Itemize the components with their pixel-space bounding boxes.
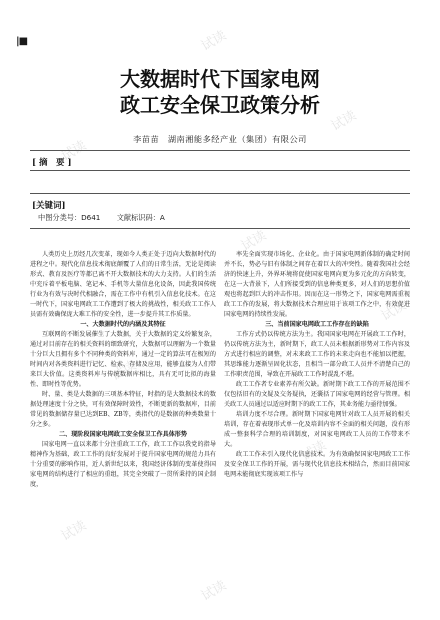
divider [30, 170, 410, 171]
body-column-right [224, 250, 410, 480]
body-paragraph: 政工工作未引入现代化信息技术。为有效确保国家电网政工工作及安全保卫工作的开展，需与现代化信息技术相结合，然而目前国家电网未能彻底实现该项工作与 [224, 451, 410, 478]
watermark: 试读 [108, 358, 140, 385]
section-heading: 一、大数据时代的内涵及其特征 [80, 321, 166, 328]
watermark: 试读 [378, 298, 410, 325]
watermark: 试读 [198, 28, 230, 55]
body-paragraph: 政工工作者专业素养有所欠缺。新时期下政工工作的开展范围不仅包括旧有的文疑及交务疑执，还囊括了国家电网的经营与管理。相关政工人员通过以适应时期下的政工工作，其业务能力亟待加强。 [224, 381, 410, 408]
classification-info [38, 213, 179, 223]
body-paragraph: 培训力度不尽合理。新时期下国家电网针对政工人员开展的相关培训，存在着表现形式单一化及培训内容不全面的相关问题，没有形成一整套科学合理的培训制度，对国家电网政工人员的工作带来不大。 [224, 411, 410, 448]
watermark: 试读 [198, 578, 230, 605]
watermark: 试读 [298, 438, 330, 465]
author-line: 李苗苗 湖南湘能多经产业（集团）有限公司 [133, 134, 307, 144]
watermark: 试读 [328, 108, 360, 135]
body-paragraph: 率先全面实现市场化、企业化。由于国家电网新体制的确定时间并不长，势必与旧有体制之间存在着巨大的冲突性。随着我国社会经济的快速上升，外界环境将促使国家电网向更为多元化的方向转变，在这一大背景下，人们所接受到的信息种类更多，对人们的思想价值观也将起到巨大的冲击作用。因而在这一形势之下，国家电网需重视政工工作的发展，将大数据技术合理应用于该项工作之中，有效促进国家电网的持续性发展。 [224, 251, 410, 318]
divider [30, 228, 410, 229]
body-paragraph: 人类历史上历经几次变革，现如今人类正处于迈向大数据时代的进程之中。现代化信息技术彻底颠覆了人们的日常生活，无论是阅读形式、教育及医疗等都已离不开大数据技术的大力支持。人们的生活中充斥着平板电脑、笔记本、手机等大量信息化设备，因此我国传统行业为有效与决时代相融合，需在工作中有机引入信息化技术。在这一时代下，国家电网政工工作遭到了极大的挑战性，相关政工工作人员需有效确保庞大难工作的安全性，进一步提升其工作质量。 [30, 251, 216, 318]
journal-mark: |■ [16, 36, 28, 47]
document-code: 文献标识码：A [116, 213, 165, 222]
watermark: 试读 [58, 518, 90, 545]
section-heading: 三、当前国家电网政工工作存在的缺陷 [265, 321, 369, 328]
body-paragraph: 工作方式仍以传统方法为主。我国国家电网在开展政工工作时，仍以传统方法为主，新时期下，政工人员未根据新形势对工作内容及方式进行相应的调整，对未来政工工作的未来走向也不能加以把握，其思维能力逐渐呈固化状态，且相当一部分政工人员并不清楚自己的工作职责范围，导致在开展政工工作时混乱不堪。 [224, 331, 410, 378]
watermark: 试读 [238, 228, 270, 255]
keywords-label: [关键词] [32, 201, 66, 211]
body-column-left [30, 250, 216, 490]
watermark: 试读 [58, 138, 90, 165]
classification-number: 中图分类号：D641 [38, 213, 101, 222]
divider [30, 150, 410, 151]
abstract-label: [ 摘 要 ] [32, 158, 72, 168]
divider [30, 193, 410, 194]
article-title-line-2: 政工安全保卫政策分析 [120, 93, 320, 117]
body-paragraph: 国家电网一直以来都十分注重政工工作，政工工作以我党的指导精神作为基础，政工工作的良好发展对于提升国家电网的规范力具有十分重要的影响作用，近人新世纪以来，我国经济体制的变革使得国家电网的结构进行了相应的重组，其完全突破了一贯所秉持的国企制度， [30, 441, 216, 488]
body-paragraph: 时、量、类是大数据的三项基本特征，时指的是大数据技术的数据处理速度十分之快，可有效保障时效性，不断更新的数据库，目前常见的数据储存量已达到EB、ZB等，类指代的是数据的种类数量十分之多。 [30, 391, 216, 428]
body-paragraph: 互联网的不断发展催生了大数据，关于大数据的定义纷繁复杂，通过对目前存在的相关资料的细致研究，大数据可以理解为一个数量十分巨大且拥有多个不同种类的资料库，通过一定的算法可在极短的时间内对各类资料进行记忆、检索、存储及应用，能够直接为人们带来巨大价值。这类资料库与传统数据库相比，具有无可比拟的海量性、即时性等优势。 [30, 331, 216, 388]
article-title-line-1: 大数据时代下国家电网 [120, 67, 320, 91]
section-heading: 二、现阶段国家电网政工安全保卫工作具体形势 [59, 431, 187, 438]
